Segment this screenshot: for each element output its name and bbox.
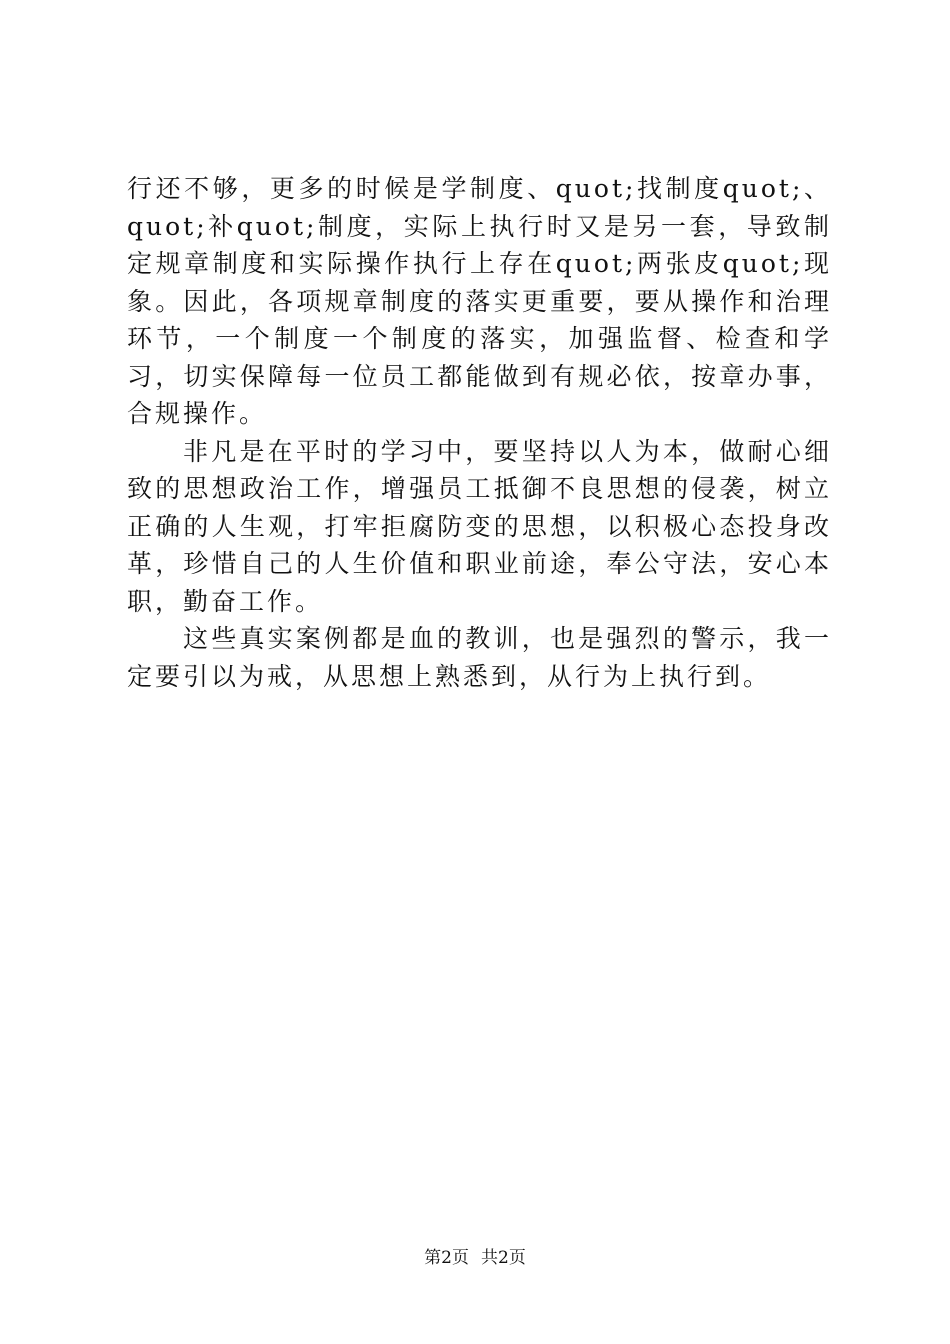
page-number: 第2页 [424,1248,469,1268]
page-total: 共2页 [481,1248,526,1268]
page-footer [0,1243,950,1268]
paragraph-2: 非凡是在平时的学习中，要坚持以人为本，做耐心细致的思想政治工作，增强员工抵御不良思想的侵袭，树立正确的人生观，打牢拒腐防变的思想，以积极心态投身改革，珍惜自己的人生价值和职业前途，奉公守法，安心本职，勤奋工作。 [127,436,832,616]
document-body [127,170,832,695]
paragraph-3: 这些真实案例都是血的教训，也是强烈的警示，我一定要引以为戒，从思想上熟悉到，从行为上执行到。 [127,624,832,691]
paragraph-1: 行还不够，更多的时候是学制度、quot;找制度quot;、quot;补quot;制度，实际上执行时又是另一套，导致制定规章制度和实际操作执行上存在quot;两张皮quot;现象。因此，各项规章制度的落实更重要，要从操作和治理环节，一个制度一个制度的落实，加强监督、检查和学习，切实保障每一位员工都能做到有规必依，按章办事，合规操作。 [127,174,832,428]
